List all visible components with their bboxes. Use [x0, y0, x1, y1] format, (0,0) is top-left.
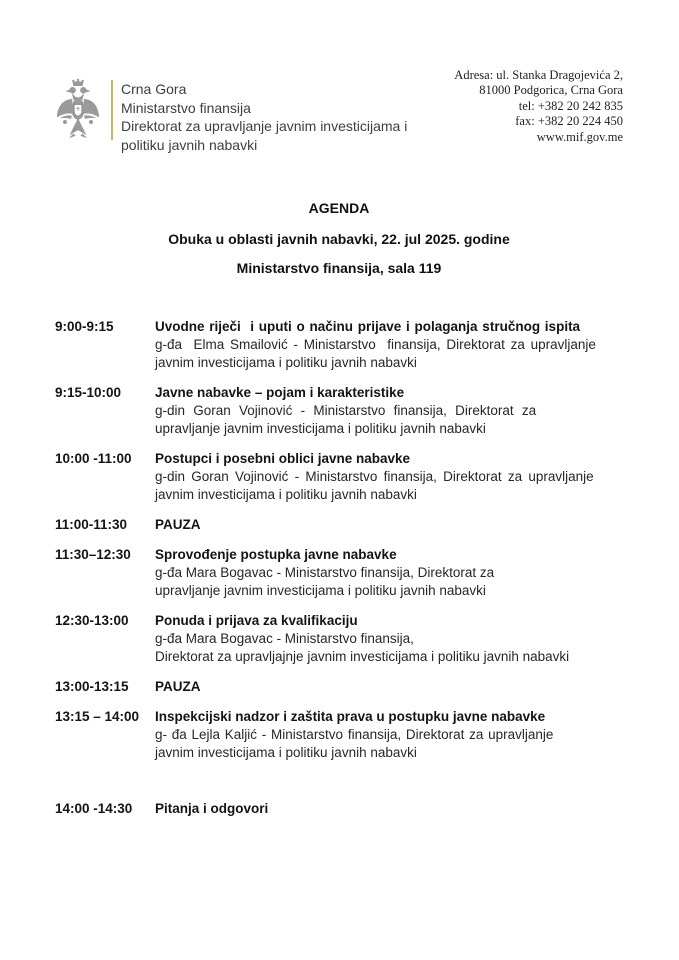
agenda-item-title: Pitanja i odgovori: [155, 801, 269, 816]
org-ministry: Ministarstvo finansija: [121, 99, 251, 116]
org-country: Crna Gora: [121, 81, 187, 97]
agenda-item-content: [155, 546, 623, 600]
agenda-item-title: PAUZA: [155, 517, 201, 532]
agenda-item: [55, 384, 623, 438]
gold-divider: [111, 80, 113, 140]
agenda-item-content: [155, 678, 623, 696]
address-city: 81000 Podgorica, Crna Gora: [479, 83, 623, 98]
speaker-line: g-din Goran Vojinović - Ministarstvo finansija, Direktorat za: [155, 403, 537, 418]
address-street: Adresa: ul. Stanka Dragojevića 2,: [454, 68, 623, 82]
agenda-item-content: [155, 800, 623, 818]
title-block: [55, 200, 623, 276]
org-name-block: [121, 80, 407, 154]
agenda-item: [55, 612, 623, 666]
agenda-item-title: Javne nabavke – pojam i karakteristike: [155, 385, 405, 400]
agenda-item: [55, 708, 623, 762]
speaker-line: javnim investicijama i politiku javnih nabavki: [155, 487, 417, 502]
agenda-item: [55, 546, 623, 600]
agenda-item-time: 12:30-13:00: [55, 613, 129, 628]
agenda-item-speakers: [155, 564, 623, 600]
document-title: AGENDA: [308, 200, 370, 216]
agenda-item-title: PAUZA: [155, 679, 201, 694]
agenda-item-speakers: [155, 336, 623, 372]
agenda-item: [55, 516, 623, 534]
agenda-item-content: [155, 384, 623, 438]
agenda-item-title: Postupci i posebni oblici javne nabavke: [155, 451, 411, 466]
speaker-line: Direktorat za upravljajnje javnim investicijama i politiku javnih nabavki: [155, 649, 570, 664]
speaker-line: g-đa Mara Bogavac - Ministarstvo finansija, Direktorat za: [155, 565, 495, 580]
agenda-item-time: 9:15-10:00: [55, 385, 122, 400]
agenda-item-time: 13:15 – 14:00: [55, 709, 140, 724]
agenda-item-speakers: [155, 726, 623, 762]
agenda-item-content: [155, 708, 623, 762]
agenda-item-time: 10:00 -11:00: [55, 451, 132, 466]
agenda-item-speakers: [155, 402, 623, 438]
agenda-item-speakers: [155, 630, 623, 666]
agenda-item-content: [155, 612, 623, 666]
address-block: [454, 68, 623, 145]
org-directorate-line2: politiku javnih nabavki: [121, 136, 258, 153]
agenda-item-content: [155, 516, 623, 534]
letterhead: [55, 66, 623, 154]
montenegro-coat-of-arms-icon: [55, 77, 101, 141]
speaker-line: g- đa Lejla Kaljić - Ministarstvo finansija, Direktorat za upravljanje: [155, 727, 554, 742]
agenda-list: [55, 318, 623, 818]
agenda-item-title: Ponuda i prijava za kvalifikaciju: [155, 613, 358, 628]
speaker-line: g-din Goran Vojinović - Ministarstvo finansija, Direktorat za upravljanje: [155, 469, 594, 484]
agenda-item-time: 11:30–12:30: [55, 547, 131, 562]
document-subtitle: Obuka u oblasti javnih nabavki, 22. jul 2025. godine: [168, 231, 510, 247]
document-location: Ministarstvo finansija, sala 119: [236, 260, 442, 276]
agenda-item-time: 9:00-9:15: [55, 319, 114, 334]
org-directorate-line1: Direktorat za upravljanje javnim investicijama i: [121, 118, 408, 134]
agenda-item-time: 11:00-11:30: [55, 517, 128, 532]
agenda-item-title: Inspekcijski nadzor i zaštita prava u postupku javne nabavke: [155, 709, 546, 724]
agenda-item-title: Sprovođenje postupka javne nabavke: [155, 547, 397, 562]
org-block: [55, 66, 407, 154]
speaker-line: g-đa Elma Smailović - Ministarstvo finansija, Direktorat za upravljanje: [155, 337, 596, 352]
address-tel: tel: +382 20 242 835: [518, 98, 623, 113]
agenda-item-time: 14:00 -14:30: [55, 801, 133, 816]
speaker-line: upravljanje javnim investicijama i politiku javnih nabavki: [155, 421, 486, 436]
speaker-line: g-đa Mara Bogavac - Ministarstvo finansija,: [155, 631, 414, 646]
speaker-line: upravljanje javnim investicijama i politiku javnih nabavki: [155, 583, 486, 598]
agenda-item-time: 13:00-13:15: [55, 679, 129, 694]
address-fax: fax: +382 20 224 450: [515, 114, 623, 129]
agenda-item: [55, 678, 623, 696]
agenda-item-title: Uvodne riječi i uputi o načinu prijave i polaganja stručnog ispita: [155, 319, 581, 334]
speaker-line: javnim investicijama i politiku javnih nabavki: [155, 355, 417, 370]
agenda-item: [55, 450, 623, 504]
agenda-item: [55, 318, 623, 372]
agenda-item-speakers: [155, 468, 623, 504]
speaker-line: javnim investicijama i politiku javnih nabavki: [155, 745, 417, 760]
agenda-item-content: [155, 450, 623, 504]
agenda-item-content: [155, 318, 623, 372]
address-website: www.mif.gov.me: [536, 129, 623, 144]
agenda-item: [55, 800, 623, 818]
